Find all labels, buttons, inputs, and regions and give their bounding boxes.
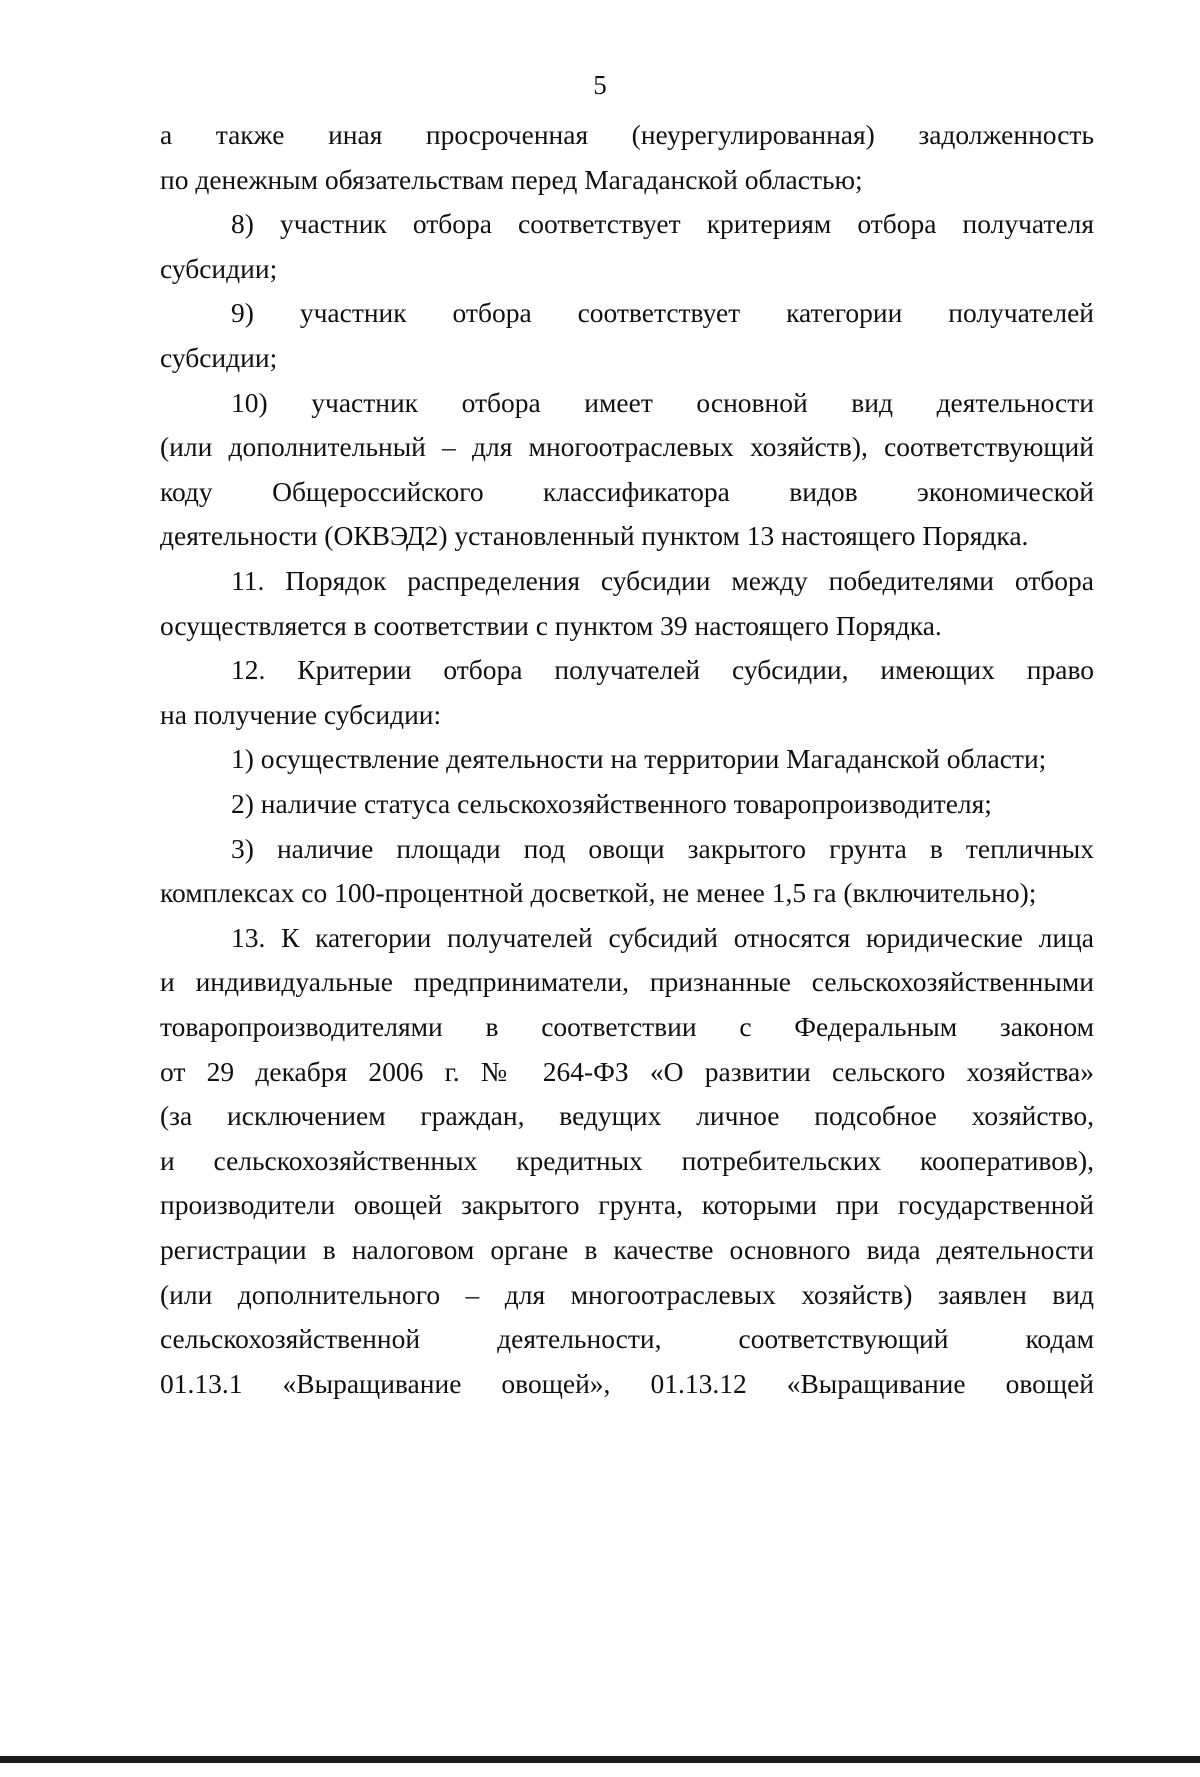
- text-line: на получение субсидии:: [160, 698, 442, 730]
- page-number: 5: [593, 70, 607, 100]
- text-line: 1) осуществление деятельности на территории Магаданской области;: [231, 743, 1047, 775]
- text-line: и сельскохозяйственных кредитных потребительских кооперативов),: [160, 1144, 1094, 1176]
- text-line: 01.13.1 «Выращивание овощей», 01.13.12 «Выращивание овощей: [160, 1367, 1094, 1399]
- text-line: (или дополнительного – для многоотраслевых хозяйств) заявлен вид: [160, 1278, 1094, 1310]
- text-line: осуществляется в соответствии с пунктом 39 настоящего Порядка.: [160, 609, 942, 641]
- text-line: регистрации в налоговом органе в качестве основного вида деятельности: [160, 1234, 1094, 1265]
- text-line: а также иная просроченная (неурегулированная) задолженность: [160, 119, 1094, 150]
- text-line: 3) наличие площади под овощи закрытого грунта в тепличных: [231, 832, 1094, 864]
- text-line: и индивидуальные предприниматели, признанные сельскохозяйственными: [160, 966, 1094, 998]
- text-line: 12. Критерии отбора получателей субсидии, имеющих право: [231, 654, 1094, 686]
- text-line: комплексах со 100-процентной досветкой, не менее 1,5 га (включительно);: [160, 877, 1037, 909]
- text-line: 10) участник отбора имеет основной вид деятельности: [231, 386, 1094, 418]
- text-line: от 29 декабря 2006 г. № 264-ФЗ «О развитии сельского хозяйства»: [160, 1055, 1094, 1087]
- text-line: субсидии;: [160, 342, 278, 373]
- text-line: (за исключением граждан, ведущих личное подсобное хозяйство,: [160, 1100, 1094, 1132]
- text-line: субсидии;: [160, 252, 278, 284]
- text-line: 2) наличие статуса сельскохозяйственного товаропроизводителя;: [231, 788, 992, 819]
- text-line: сельскохозяйственной деятельности, соответствующий кодам: [160, 1323, 1094, 1355]
- text-line: 11. Порядок распределения субсидии между победителями отбора: [231, 565, 1094, 596]
- text-line: товаропроизводителями в соответствии с Федеральным законом: [160, 1011, 1094, 1042]
- text-line: 13. К категории получателей субсидий относятся юридические лица: [231, 921, 1094, 953]
- bottom-border-line: [0, 1756, 1200, 1763]
- text-line: 8) участник отбора соответствует критериям отбора получателя: [231, 208, 1094, 240]
- text-line: (или дополнительный – для многоотраслевых хозяйств), соответствующий: [160, 431, 1094, 463]
- text-line: коду Общероссийского классификатора видов экономической: [160, 475, 1094, 507]
- text-line: по денежным обязательствам перед Магаданской областью;: [160, 163, 863, 195]
- text-line: деятельности (ОКВЭД2) установленный пунктом 13 настоящего Порядка.: [160, 520, 1029, 552]
- text-line: производители овощей закрытого грунта, которыми при государственной: [160, 1189, 1094, 1221]
- text-line: 9) участник отбора соответствует категории получателей: [231, 297, 1094, 329]
